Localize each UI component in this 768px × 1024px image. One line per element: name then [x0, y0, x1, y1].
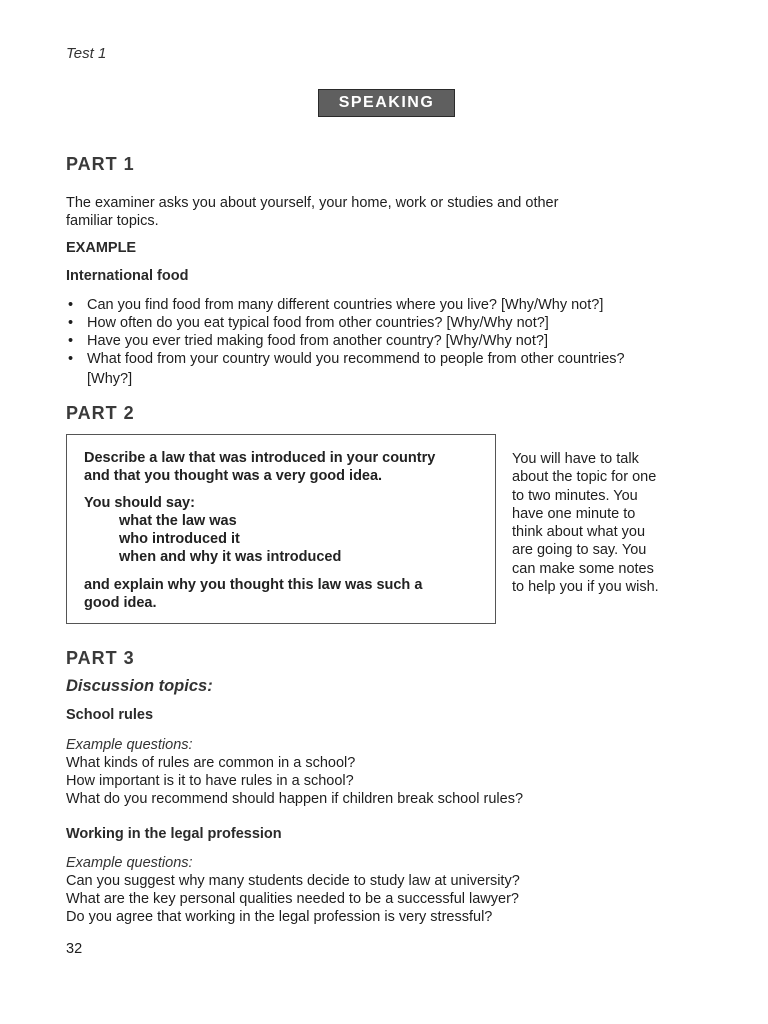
part1-intro	[66, 194, 558, 230]
task-line: and explain why you thought this law was such a	[84, 577, 423, 593]
list-item: How important is it to have rules in a school?	[66, 773, 354, 789]
side-note-line: can make some notes	[512, 560, 654, 577]
side-note-line: about the topic for one	[512, 469, 657, 486]
task-points	[119, 512, 341, 566]
topic1-title: School rules	[66, 707, 154, 723]
side-note-line: have one minute to	[512, 505, 636, 522]
list-item: • Have you ever tried making food from another country? [Why/Why not?]	[66, 332, 706, 350]
side-note-line: think about what you	[512, 524, 646, 541]
running-head: Test 1	[66, 45, 107, 62]
task-line: good idea.	[84, 595, 157, 611]
example-label: EXAMPLE	[66, 240, 137, 256]
task-point: who introduced it	[119, 531, 240, 547]
topic2-questions	[66, 854, 520, 926]
part1-question-list	[66, 296, 706, 368]
list-item: Can you suggest why many students decide to study law at university?	[66, 873, 520, 889]
task-point: when and why it was introduced	[119, 549, 342, 565]
task-line: and that you thought was a very good idea.	[84, 468, 383, 484]
example-questions-label: Example questions:	[66, 855, 193, 871]
example-questions-label: Example questions:	[66, 737, 193, 753]
task-describe	[84, 449, 435, 485]
side-note-line: are going to say. You	[512, 542, 647, 559]
speaking-banner: SPEAKING	[318, 89, 455, 117]
part1-question-continuation: [Why?]	[87, 371, 133, 387]
part1-title: PART 1	[66, 154, 135, 174]
topic1-questions	[66, 736, 523, 808]
side-note-line: You will have to talk	[512, 451, 639, 467]
task-explain	[84, 576, 422, 612]
part2-title: PART 2	[66, 403, 135, 423]
task-point: what the law was	[119, 513, 237, 529]
list-item: • Can you find food from many different countries where you live? [Why/Why not?]	[66, 296, 706, 314]
side-note-line: to two minutes. You	[512, 487, 638, 504]
list-item: Do you agree that working in the legal profession is very stressful?	[66, 909, 493, 925]
part3-title: PART 3	[66, 648, 135, 668]
part1-intro-line: familiar topics.	[66, 213, 159, 229]
task-line: Describe a law that was introduced in your country	[84, 450, 436, 466]
page-number: 32	[66, 941, 83, 957]
list-item: What do you recommend should happen if children break school rules?	[66, 791, 524, 807]
list-item: • How often do you eat typical food from other countries? [Why/Why not?]	[66, 314, 706, 332]
list-item: What kinds of rules are common in a school?	[66, 755, 356, 771]
task-should-say: You should say:	[84, 495, 195, 511]
side-note-line: to help you if you wish.	[512, 579, 659, 596]
topic2-title: Working in the legal profession	[66, 826, 282, 842]
discussion-topics-heading: Discussion topics:	[66, 677, 213, 695]
part2-side-note	[512, 450, 692, 596]
list-item: What are the key personal qualities needed to be a successful lawyer?	[66, 891, 519, 907]
part1-topic: International food	[66, 268, 189, 284]
part1-intro-line: The examiner asks you about yourself, your home, work or studies and other	[66, 195, 559, 211]
list-item: • What food from your country would you recommend to people from other countries?	[66, 350, 706, 368]
